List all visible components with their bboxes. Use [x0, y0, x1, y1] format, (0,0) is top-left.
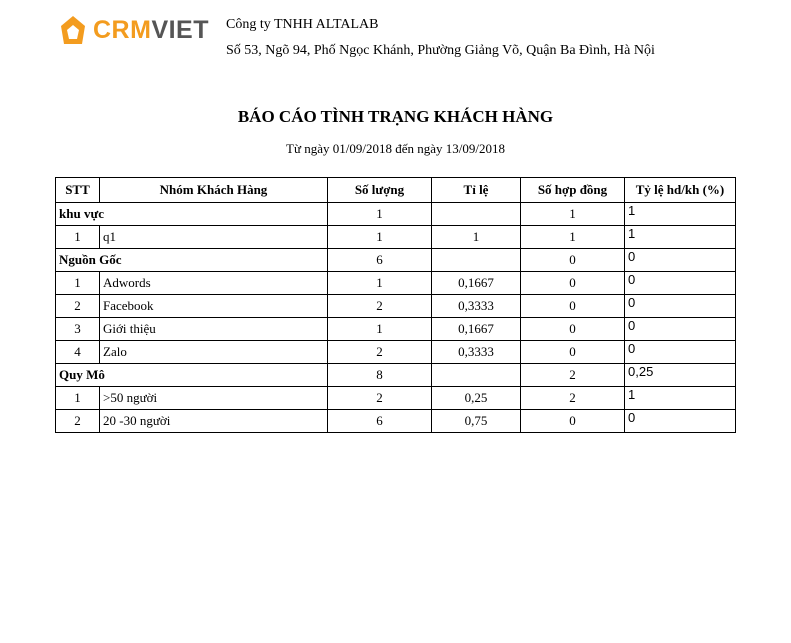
row-stt: 1 — [56, 226, 100, 249]
table-row — [56, 272, 736, 295]
row-count: 2 — [328, 295, 432, 318]
company-logo — [58, 14, 209, 46]
row-stt: 1 — [56, 387, 100, 410]
column-header-contracts: Số hợp đồng — [521, 178, 625, 203]
row-stt: 2 — [56, 410, 100, 433]
company-address: Số 53, Ngõ 94, Phố Ngọc Khánh, Phường Giảng Võ, Quận Ba Đình, Hà Nội — [226, 43, 655, 58]
table-group-row — [56, 203, 736, 226]
row-rate: 0 — [625, 272, 736, 295]
group-contracts: 0 — [521, 249, 625, 272]
group-name: Quy Mô — [56, 364, 328, 387]
row-rate: 0 — [625, 410, 736, 433]
row-ratio: 0,1667 — [432, 318, 521, 341]
group-name: Nguồn Gốc — [56, 249, 328, 272]
row-name: Zalo — [100, 341, 328, 364]
row-rate: 0 — [625, 341, 736, 364]
row-name: q1 — [100, 226, 328, 249]
crmviet-logo-icon — [58, 14, 88, 46]
row-stt: 4 — [56, 341, 100, 364]
row-stt: 3 — [56, 318, 100, 341]
row-ratio: 0,3333 — [432, 295, 521, 318]
row-contracts: 0 — [521, 272, 625, 295]
group-ratio — [432, 249, 521, 272]
table-row — [56, 410, 736, 433]
report-title: BÁO CÁO TÌNH TRẠNG KHÁCH HÀNG — [237, 107, 554, 126]
row-count: 1 — [328, 318, 432, 341]
group-count: 6 — [328, 249, 432, 272]
column-header-rate: Tỷ lệ hd/kh (%) — [625, 178, 736, 203]
group-count: 1 — [328, 203, 432, 226]
row-name: >50 người — [100, 387, 328, 410]
group-name: khu vực — [56, 203, 328, 226]
table-row — [56, 387, 736, 410]
row-stt: 2 — [56, 295, 100, 318]
table-row — [56, 341, 736, 364]
group-rate: 1 — [625, 203, 736, 226]
report-date-range: Từ ngày 01/09/2018 đến ngày 13/09/2018 — [286, 141, 505, 156]
row-name: Facebook — [100, 295, 328, 318]
table-row — [56, 295, 736, 318]
row-count: 2 — [328, 341, 432, 364]
row-count: 6 — [328, 410, 432, 433]
row-count: 2 — [328, 387, 432, 410]
row-contracts: 1 — [521, 226, 625, 249]
group-contracts: 2 — [521, 364, 625, 387]
column-header-group: Nhóm Khách Hàng — [100, 178, 328, 203]
group-contracts: 1 — [521, 203, 625, 226]
row-rate: 1 — [625, 387, 736, 410]
company-name: Công ty TNHH ALTALAB — [226, 17, 379, 32]
column-header-stt: STT — [56, 178, 100, 203]
row-contracts: 0 — [521, 410, 625, 433]
column-header-count: Số lượng — [328, 178, 432, 203]
row-contracts: 2 — [521, 387, 625, 410]
row-contracts: 0 — [521, 318, 625, 341]
logo-text — [93, 16, 209, 44]
row-ratio: 0,75 — [432, 410, 521, 433]
group-ratio — [432, 364, 521, 387]
table-group-row — [56, 249, 736, 272]
row-count: 1 — [328, 272, 432, 295]
logo-crm: CRM — [93, 16, 152, 44]
table-group-row — [56, 364, 736, 387]
group-rate: 0 — [625, 249, 736, 272]
table-row — [56, 318, 736, 341]
logo-viet: VIET — [151, 16, 210, 44]
row-name: Giới thiệu — [100, 318, 328, 341]
row-ratio: 0,3333 — [432, 341, 521, 364]
group-rate: 0,25 — [625, 364, 736, 387]
row-stt: 1 — [56, 272, 100, 295]
row-name: 20 -30 người — [100, 410, 328, 433]
row-rate: 0 — [625, 318, 736, 341]
row-ratio: 0,1667 — [432, 272, 521, 295]
table-row — [56, 226, 736, 249]
row-rate: 0 — [625, 295, 736, 318]
report-table — [55, 177, 736, 433]
row-ratio: 1 — [432, 226, 521, 249]
group-count: 8 — [328, 364, 432, 387]
column-header-ratio: Tỉ lệ — [432, 178, 521, 203]
row-ratio: 0,25 — [432, 387, 521, 410]
row-rate: 1 — [625, 226, 736, 249]
row-contracts: 0 — [521, 295, 625, 318]
row-contracts: 0 — [521, 341, 625, 364]
row-count: 1 — [328, 226, 432, 249]
table-header-row — [56, 178, 736, 203]
group-ratio — [432, 203, 521, 226]
row-name: Adwords — [100, 272, 328, 295]
